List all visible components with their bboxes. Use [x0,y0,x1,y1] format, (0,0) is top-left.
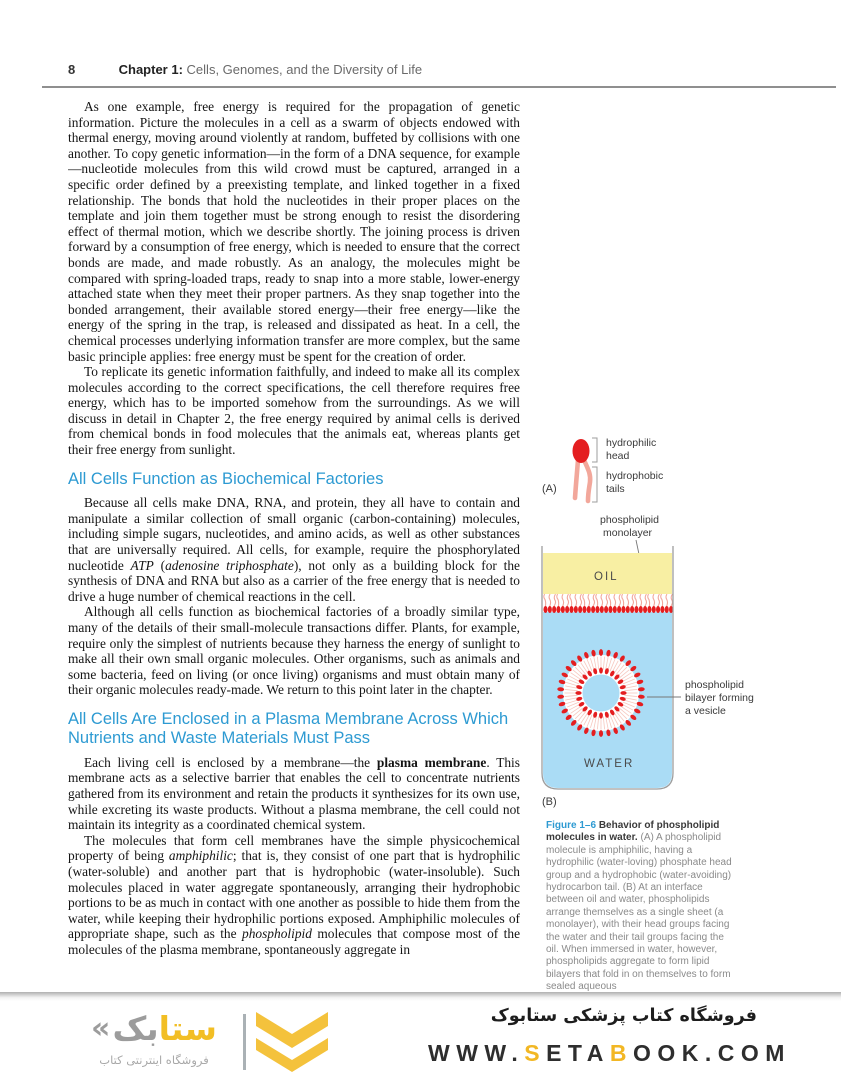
body-paragraph: The molecules that form cell membranes have the simple physicochemical property of being amphiphilic; that is, they consist of one part that is hydrophilic (water-soluble) and another part that is hydrophobic (water-insoluble). Such molecules placed in water aggregate spontaneously, arranging their hydrophobic portions to be as much in contact with one another as possible to hide them from the water, while keeping their hydrophilic portions exposed. Amphiphilic molecules of appropriate shape, such as the phospholipid molecules that compose most of the molecules of the plasma membrane, spontaneously aggregate in [68,832,520,957]
chapter-label: Chapter 1: [118,62,183,77]
logo-divider [243,1014,246,1070]
footer-persian-title: فروشگاه کتاب پزشکی ستابوک [490,1006,757,1026]
body-paragraph: As one example, free energy is required for the propagation of genetic information. Picture the molecules in a cell as a swarm of objects endowed with thermal energy, moving around violently at random, buffeted by collisions with one another. To copy genetic information—in the form of a DNA sequence, for example—nucleotide molecules from this wild crowd must be captured, arranged in a specific order defined by a preexisting template, and linked together in a fixed relationship. The bonds that hold the nucleotides in their proper places on the template and join them together must be strong enough to resist the disordering effect of thermal motion, which we describe shortly. The joining process is driven forward by a consumption of free energy, which is needed to ensure that the correct bonds are made, and made robustly. As an analogy, the molecules might be compared with spring-loaded traps, ready to snap into a more stable, lower-energy attached state when they meet their proper partners. As they snap together into the bonded arrangement, their available stored energy—their free energy—like the energy of the spring in the trap, is released and dissipated as heat. In a cell, the chemical processes underlying information transfer are more complex, but the same basic principle applies: free energy must be spent for the creation of order. [68,99,520,364]
panel-a-label: (A) [542,483,557,495]
running-header [68,62,828,77]
body-paragraph: Although all cells function as biochemical factories of a broadly similar type, many of the details of their small-molecule transactions differ. Plants, for example, require only the simplest of nutrients because they harness the energy of sunlight to make all their own small organic molecules. Other organisms, such as animals and some bacteria, feed on living (or once living) organisms and must obtain many of their organic molecules ready-made. We return to this point later in the chapter. [68,604,520,698]
monolayer-heads [543,606,673,613]
panel-b-label: (B) [542,796,557,808]
figure-1-6-diagram [540,425,841,817]
wordmark-gray-part: بک [112,1009,159,1048]
hydrophilic-head-label: hydrophilic [606,437,657,449]
footer-url-text: WWW.SETABOOK.COM [428,1040,791,1066]
chapter-title-text: Cells, Genomes, and the Diversity of Life [186,62,423,77]
phospholipid-molecule-icon [573,439,591,501]
body-paragraph: To replicate its genetic information faithfully, and indeed to make all its complex molecules according to the correct specifications, the cell therefore requires free energy, which has to be imported somehow from the surroundings. As we will discuss in detail in Chapter 2, the free energy required by animal cells is derived from chemical bonds in food molecules that the animals eat, whereas plants get their free energy from sunlight. [68,364,520,458]
scan-cut-shadow [0,992,841,1001]
svg-text:bilayer forming: bilayer forming [685,692,754,704]
monolayer-label: phospholipid [600,514,659,526]
body-paragraph: Because all cells make DNA, RNA, and protein, they all have to contain and manipulate a similar collection of small organic (carbon-containing) molecules, including simple sugars, nucleotides, and amino acids, as well as other substances that are universally required. All cells, for example, require the phosphorylated nucleotide ATP (adenosine triphosphate), not only as a building block for the synthesis of DNA and RNA but also as a carrier of the free energy that is needed to drive a huge number of chemical reactions in the cell. [68,495,520,604]
water-label: WATER [584,758,635,770]
setabook-logo-wordmark [66,1009,242,1049]
section-heading: All Cells Function as Biochemical Factories [68,469,384,488]
figure-caption: Figure 1–6 Behavior of phospholipid molecules in water. (A) A phospholipid molecule is amphiphilic, having a hydrophilic (water-loving) phosphate head group and a hydrophobic (water-avoiding) hydrocarbon tail. (B) At an interface between oil and water, phospholipids arrange themselves as a single sheet (a monolayer), with their head groups facing the water and their tail groups facing the oil. When immersed in water, however, phospholipids aggregate to form lipid bilayers that fold in on themselves to form sealed aqueous [546,820,732,993]
footer-banner [0,1001,841,1080]
header-rule [42,86,836,88]
svg-text:a vesicle: a vesicle [685,705,726,717]
body-text-column [68,99,520,996]
head-bracket [592,438,597,462]
hydrophobic-tails-label: hydrophobic [606,470,664,482]
logo-chevron-icon: « [91,1011,111,1046]
svg-text:tails: tails [606,483,625,495]
section-heading: All Cells Are Enclosed in a Plasma Membrane Across Which Nutrients and Waste Materials Must Pass [68,709,509,748]
wordmark-yellow-part: ستا [158,1009,217,1048]
vesicle-label: phospholipid [685,679,744,691]
body-paragraph: Each living cell is enclosed by a membrane—the plasma membrane. This membrane acts as a selective barrier that enables the cell to concentrate nutrients gathered from its environment and retain the products it synthesizes for its own use, while excreting its waste products. Without a plasma membrane, the cell could not maintain its integrity as a coordinated chemical system. [68,754,520,833]
page-number: 8 [68,62,76,77]
double-chevron-emblem-icon [256,1012,328,1074]
logo-tagline: فروشگاه اینترنتی کتاب [99,1053,209,1067]
tails-bracket [592,467,597,502]
oil-label: OIL [594,571,619,583]
svg-text:head: head [606,450,630,462]
svg-text:monolayer: monolayer [603,527,653,539]
